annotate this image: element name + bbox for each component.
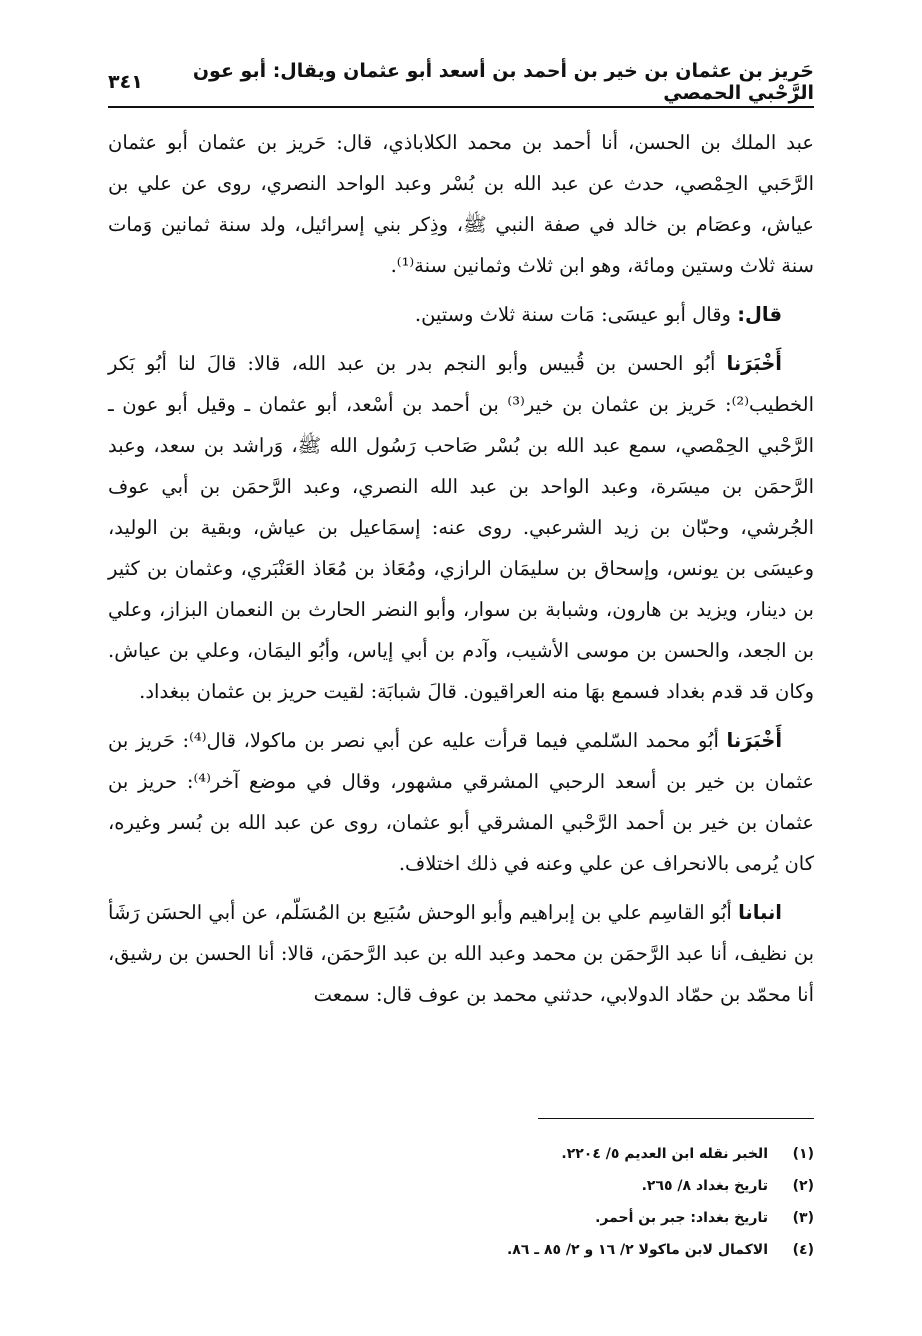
page-number: ٣٤١ bbox=[108, 71, 143, 93]
footnote-number: (٢) bbox=[792, 1178, 814, 1194]
paragraph-text: أبُو القاسِم علي بن إبراهيم وأبو الوحش سُبَيع بن المُسَلّم، عن أبي الحسَن رَشَأ بن نظيف، أنا عبد الرَّحمَن بن محمد وعبد الله بن عبد الرَّحمَن، قالا: أنا الحسن بن رشيق، أنا محمّد بن حمّاد الدولابي، حدثني محمد بن عوف قال: سمعت bbox=[108, 901, 814, 1006]
paragraph-text: عبد الملك بن الحسن، أنا أحمد بن محمد الكلاباذي، قال: حَريز بن عثمان أبو عثمان الرَّحَبي الحِمْصي، حدث عن عبد الله بن بُسْر وعبد الواحد النصري، روى عن علي بن عياش، وعصَام بن خالد في صفة النبي ﷺ، وذِكر بني إسرائيل، ولد سنة ثمانين وَمات سنة ثلاث وستين ومائة، وهو ابن ثلاث وثمانين سنة⁽¹⁾. bbox=[108, 131, 814, 277]
paragraph-lead: أَخْبَرَنا bbox=[726, 352, 782, 375]
paragraph bbox=[108, 892, 814, 1015]
footnotes bbox=[108, 1138, 814, 1266]
footnote bbox=[108, 1138, 814, 1170]
paragraph bbox=[108, 122, 814, 286]
footnote-text: تاريخ بغداد ٨/ ٢٦٥. bbox=[641, 1178, 768, 1194]
footnote-text: الخبر نقله ابن العديم ٥/ ٢٢٠٤. bbox=[561, 1146, 768, 1162]
paragraph-lead: قال: bbox=[737, 303, 782, 326]
paragraph-text: وقال أبو عيسَى: مَات سنة ثلاث وستين. bbox=[414, 303, 738, 326]
paragraph bbox=[108, 720, 814, 884]
running-title: حَريز بن عثمان بن خير بن أحمد بن أسعد أبو عثمان ويقال: أبو عون الرَّحْبي الحمصي bbox=[192, 60, 814, 104]
footnote-text: الاكمال لابن ماكولا ٢/ ١٦ و ٢/ ٨٥ ـ ٨٦. bbox=[506, 1242, 768, 1258]
footnote-text: تاريخ بغداد: جبر بن أحمر. bbox=[595, 1210, 768, 1226]
footnote bbox=[108, 1170, 814, 1202]
paragraph-text: أبُو الحسن بن قُبيس وأبو النجم بدر بن عبد الله، قالا: قالَ لنا أبُو بَكر الخطيب⁽²⁾: حَريز بن عثمان بن خير⁽³⁾ بن أحمد بن أسْعد، أبو عثمان ـ وقيل أبو عون ـ الرَّحْبي الحِمْصي، سمع عبد الله بن بُسْر صَاحب رَسُول الله ﷺ، وَراشد بن سعد، وعبد الرَّحمَن بن ميسَرة، وعبد الواحد بن عبد الله النصري، وعبد الرَّحمَن بن أبي عوف الجُرشي، وحبّان بن زيد الشرعبي. روى عنه: إسمَاعيل بن عياش، وبقية بن الوليد، وعيسَى بن يونس، وإسحاق بن سليمَان الرازي، ومُعَاذ بن مُعَاذ العَنْبَري، وعثمان بن كثير بن دينار، ويزيد بن هارون، وشبابة بن سوار، وأبو النضر الحارث بن النعمان البزاز، وعلي بن الجعد، والحسن بن موسى الأشيب، وآدم بن أبي إياس، وأبُو اليمَان، وعلي بن عياش. وكان قد قدم بغداد فسمع بهَا منه العراقيون. قالَ شبابَة: لقيت حريز بن عثمان ببغداد. bbox=[108, 352, 814, 703]
main-text bbox=[108, 122, 814, 1023]
paragraph bbox=[108, 343, 814, 712]
running-head bbox=[108, 60, 814, 104]
footnote bbox=[108, 1202, 814, 1234]
paragraph-text: أبُو محمد السّلمي فيما قرأت عليه عن أبي نصر بن ماكولا، قال⁽⁴⁾: حَريز بن عثمان بن خير بن أسعد الرحبي المشرقي مشهور، وقال في موضع آخر⁽⁴⁾: حريز بن عثمان بن خير بن أحمد الرَّحْبي المشرقي أبو عثمان، روى عن عبد الله بن بُسر وغيره، كان يُرمى بالانحراف عن علي وعنه في ذلك اختلاف. bbox=[108, 729, 815, 875]
paragraph bbox=[108, 294, 814, 335]
footnote bbox=[108, 1234, 814, 1266]
header-rule bbox=[108, 106, 814, 108]
footnote-number: (١) bbox=[792, 1146, 814, 1162]
footnote-rule bbox=[538, 1118, 814, 1119]
footnote-number: (٣) bbox=[792, 1210, 814, 1226]
paragraph-lead: انبانا bbox=[738, 901, 782, 924]
paragraph-lead: أَخْبَرَنا bbox=[726, 729, 783, 752]
footnote-number: (٤) bbox=[792, 1242, 814, 1258]
